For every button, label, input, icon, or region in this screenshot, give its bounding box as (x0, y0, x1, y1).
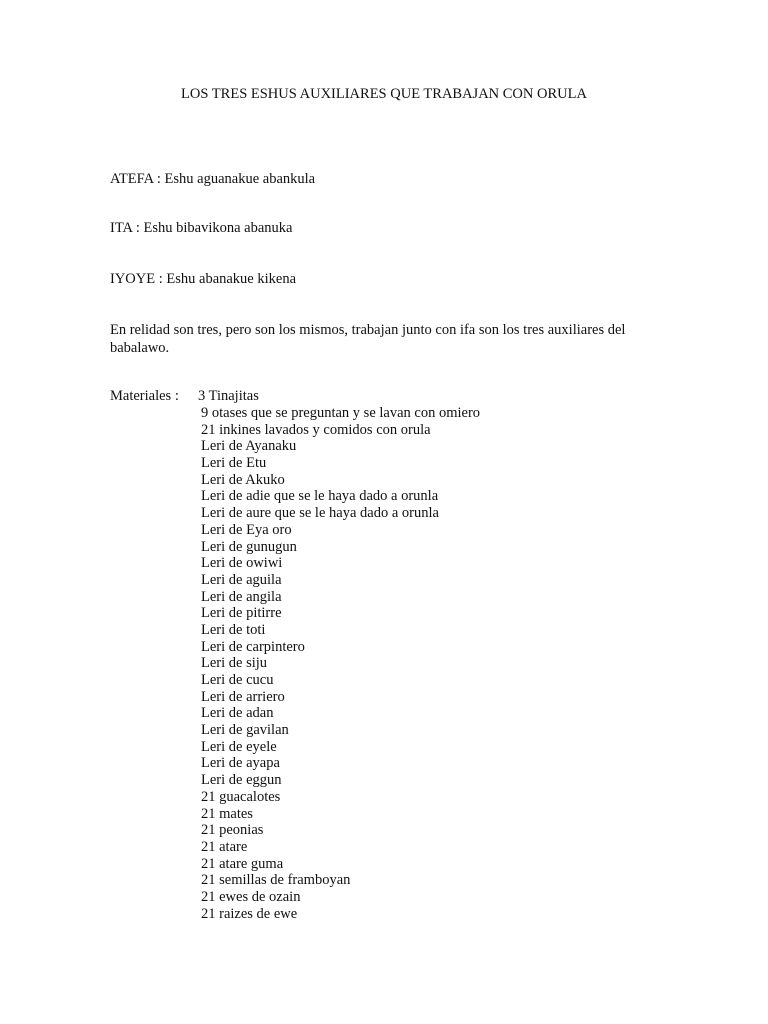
material-item: Leri de adan (201, 705, 274, 722)
material-item: Leri de ayapa (201, 755, 280, 772)
material-item: Leri de aure que se le haya dado a orunla (201, 505, 439, 522)
material-item: 21 semillas de framboyan (201, 872, 351, 889)
material-item: Leri de gavilan (201, 722, 289, 739)
material-item: Leri de toti (201, 621, 266, 638)
material-item: Leri de arriero (201, 688, 285, 705)
entry-iyoye: IYOYE : Eshu abanakue kikena (110, 271, 297, 287)
material-item: Leri de eggun (201, 772, 282, 789)
entry-atefa: ATEFA : Eshu aguanakue abankula (110, 171, 316, 187)
intro-paragraph: En relidad son tres, pero son los mismos, trabajan junto con ifa son los tres auxiliares del babalawo. (110, 322, 626, 356)
material-item: Leri de Eya oro (201, 521, 292, 538)
material-item: 21 peonias (201, 822, 264, 839)
material-item: Leri de cucu (201, 672, 274, 688)
material-item: Leri de owiwi (201, 555, 283, 572)
material-item: Leri de Etu (201, 455, 267, 472)
material-item: Leri de angila (201, 588, 282, 605)
material-item: Leri de aguila (201, 571, 282, 588)
materials-label: Materiales : (110, 388, 179, 404)
materials-list (201, 405, 480, 922)
material-item: 21 atare guma (201, 855, 284, 872)
document-title: LOS TRES ESHUS AUXILIARES QUE TRABAJAN CON ORULA (181, 86, 587, 102)
material-item: 21 guacalotes (201, 788, 281, 805)
material-item: 21 raizes de ewe (201, 905, 298, 922)
material-item: Leri de gunugun (201, 538, 297, 555)
material-item: Leri de adie que se le haya dado a orunla (201, 488, 439, 505)
material-item: Leri de pitirre (201, 605, 282, 622)
material-item: Leri de Ayanaku (201, 438, 297, 455)
material-item: 9 otases que se preguntan y se lavan con omiero (201, 405, 481, 421)
material-item: 21 inkines lavados y comidos con orula (201, 421, 431, 438)
material-item: Leri de siju (201, 655, 268, 672)
material-item: 21 mates (201, 805, 253, 822)
material-item: Leri de eyele (201, 738, 277, 755)
material-item: Leri de Akuko (201, 471, 285, 488)
material-item: Leri de carpintero (201, 638, 305, 655)
material-item: 21 atare (201, 838, 248, 855)
entry-ita: ITA : Eshu bibavikona abanuka (110, 220, 293, 236)
material-item: 21 ewes de ozain (201, 888, 301, 905)
materials-first-item: 3 Tinajitas (198, 388, 259, 404)
